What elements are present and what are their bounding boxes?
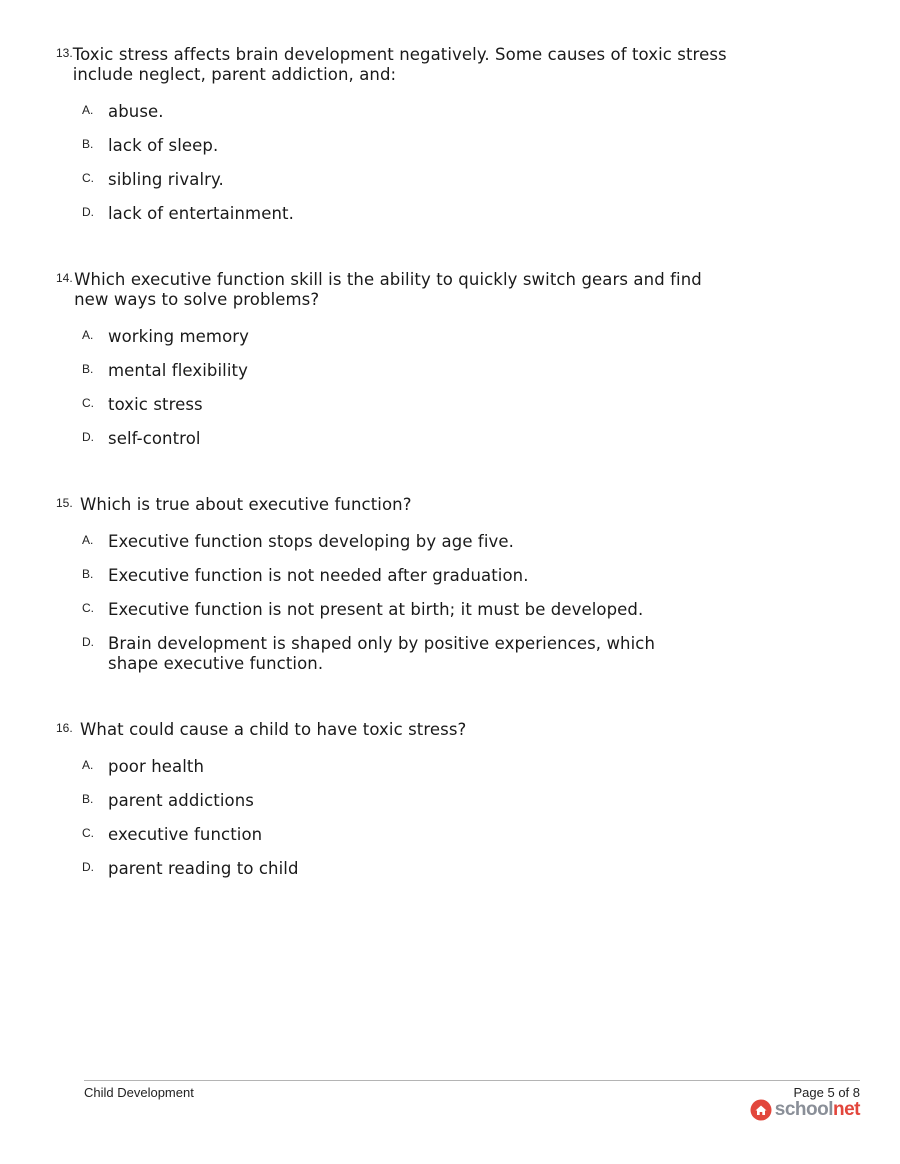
choice-text: Executive function stops developing by age five. <box>108 532 514 551</box>
question-text: Toxic stress affects brain development negatively. Some causes of toxic stress include neglect, parent addiction, and: <box>72 45 727 84</box>
choice-letter: D. <box>82 860 94 874</box>
choice-d <box>82 204 736 224</box>
choice-a <box>82 102 736 122</box>
choice-text: Executive function is not needed after graduation. <box>108 566 529 585</box>
choice-letter: A. <box>82 758 94 772</box>
choice-c <box>82 395 736 415</box>
question-text: Which is true about executive function? <box>80 495 412 514</box>
choice-a <box>82 757 736 777</box>
choice-b <box>82 566 736 586</box>
choice-b <box>82 791 736 811</box>
footer-divider <box>84 1080 860 1081</box>
choice-letter: A. <box>82 103 94 117</box>
footer-course-name: Child Development <box>84 1085 194 1100</box>
choice-text: working memory <box>108 327 250 346</box>
choice-list <box>82 102 736 224</box>
choice-text: parent reading to child <box>108 859 299 878</box>
choice-letter: D. <box>82 430 94 444</box>
choice-b <box>82 136 736 156</box>
choice-letter: C. <box>82 826 94 840</box>
choice-a <box>82 532 736 552</box>
choice-list <box>82 757 736 879</box>
choice-letter: B. <box>82 567 94 581</box>
house-icon <box>750 1099 772 1121</box>
choice-letter: D. <box>82 635 94 649</box>
question-text: Which executive function skill is the ability to quickly switch gears and find new ways to solve problems? <box>74 270 702 309</box>
logo-wordmark <box>775 1099 860 1121</box>
choice-letter: C. <box>82 171 94 185</box>
choice-c <box>82 170 736 190</box>
choice-letter: B. <box>82 362 94 376</box>
choice-c <box>82 825 736 845</box>
choice-c <box>82 600 736 620</box>
choice-list <box>82 532 736 674</box>
question-number: 14. <box>56 271 73 285</box>
schoolnet-logo <box>750 1099 860 1121</box>
choice-text: lack of entertainment. <box>108 204 294 223</box>
choice-a <box>82 327 736 347</box>
choice-text: poor health <box>108 757 205 776</box>
choice-text: sibling rivalry. <box>108 170 224 189</box>
choice-text: mental flexibility <box>108 361 248 380</box>
choice-d <box>82 634 736 674</box>
choice-letter: A. <box>82 533 94 547</box>
question-number: 15. <box>56 496 73 510</box>
question-13 <box>56 45 736 238</box>
choice-text: abuse. <box>108 102 164 121</box>
question-15 <box>56 495 736 688</box>
choice-text: Executive function is not present at birth; it must be developed. <box>108 600 644 619</box>
choice-text: executive function <box>108 825 263 844</box>
question-14 <box>56 270 736 463</box>
choice-d <box>82 429 736 449</box>
choice-text: lack of sleep. <box>108 136 219 155</box>
choice-text: toxic stress <box>108 395 203 414</box>
choice-b <box>82 361 736 381</box>
choice-letter: C. <box>82 601 94 615</box>
logo-text-school: school <box>774 1099 833 1120</box>
choice-text: self-control <box>108 429 201 448</box>
question-number: 13. <box>56 46 73 60</box>
choice-list <box>82 327 736 449</box>
choice-letter: A. <box>82 328 94 342</box>
choice-letter: C. <box>82 396 94 410</box>
question-text: What could cause a child to have toxic stress? <box>80 720 467 739</box>
choice-letter: B. <box>82 792 94 806</box>
choice-text: Brain development is shaped only by positive experiences, which shape executive function. <box>108 634 656 673</box>
question-number: 16. <box>56 721 73 735</box>
logo-text-net: net <box>833 1099 860 1120</box>
choice-letter: D. <box>82 205 94 219</box>
question-16 <box>56 720 736 893</box>
choice-text: parent addictions <box>108 791 254 810</box>
choice-letter: B. <box>82 137 94 151</box>
footer-page-number: Page 5 of 8 <box>793 1085 860 1100</box>
choice-d <box>82 859 736 879</box>
